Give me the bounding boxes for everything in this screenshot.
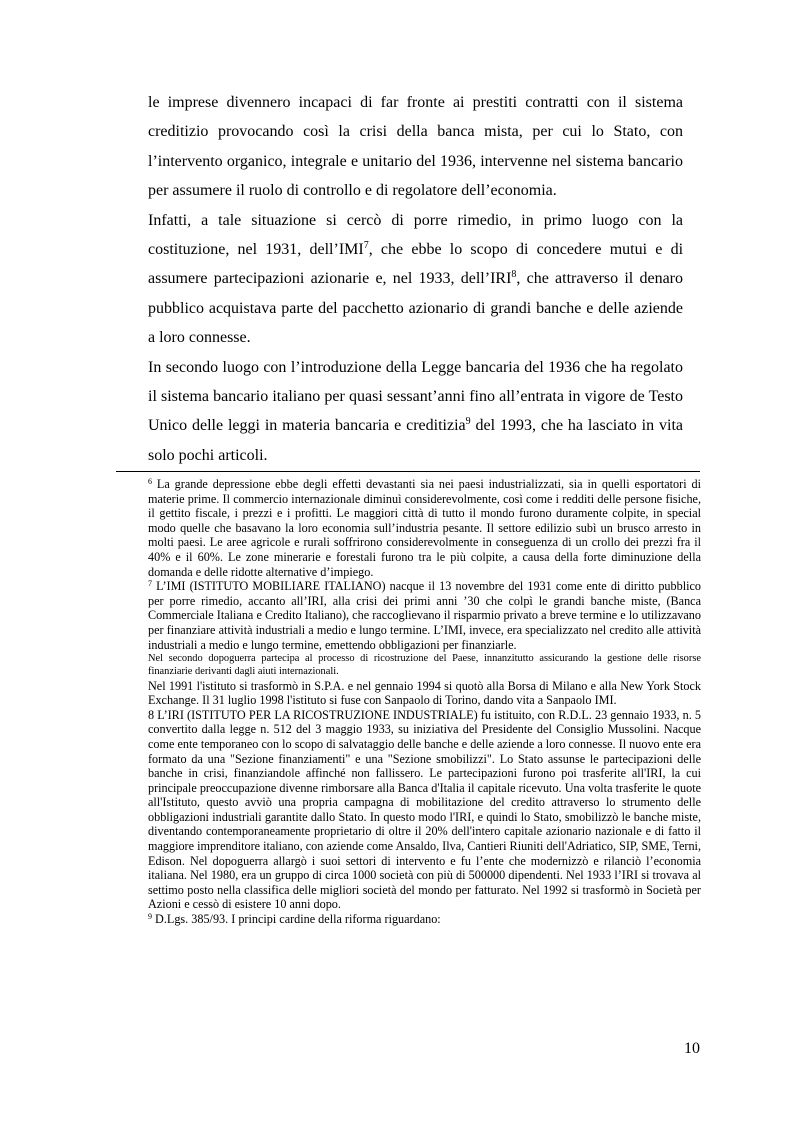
- paragraph-2: Infatti, a tale situazione si cercò di porre rimedio, in primo luogo con la costituzione, nel 1931, dell’IMI$^7$, che ebbe lo scopo di concedere mutui e di assumere partecipazioni azionarie e, nel 1933, dell’IRI$^8$, che attraverso il denaro pubblico acquistava parte del pacchetto azionario di grandi banche e delle aziende a loro connesse.: [148, 211, 684, 347]
- footnote-ref-9[interactable]: 9: [465, 416, 471, 428]
- footnote-6: $^6$ La grande depressione ebbe degli effetti devastanti sia nei paesi industrializzati, sia in quelli esportatori di materie prime. Il commercio internazionale diminuì considerevolmente, così come i redditi delle persone fisiche, il gettito fiscale, i prezzi e i profitti. Le maggiori città di tutto il mondo furono duramente colpite, in special modo quelle che basavano la loro economia sull’industria pesante. Il settore edilizio subì un brusco arresto in molti paesi. Le aree agricole e rurali soffrirono considerevolmente in conseguenza di un crollo dei prezzi fra il 40% e il 60%. Le zone minerarie e forestali furono tra le più colpite, a causa della forte diminuzione della domanda e delle ridotte alternative d’impiego.: [148, 477, 701, 579]
- footnote-mark-6: 6: [148, 477, 152, 486]
- footnote-7: $^7$ L’IMI (ISTITUTO MOBILIARE ITALIANO) nacque il 13 novembre del 1931 come ente di diritto pubblico per porre rimedio, accanto all’IRI, alla crisi dei primi anni ’30 che colpì le grandi banche miste, (Banca Commerciale Italiana e Credito Italiano), che raccoglievano il risparmio privato a breve termine e lo utilizzavano per finanziare attività industriali a medio e lungo termine. L’IMI, invece, era specializzato nel credito alle attività industriali a medio e lungo termine, emettendo obbligazioni per finanziarle.: [148, 579, 701, 652]
- paragraph-1: le imprese divennero incapaci di far fronte ai prestiti contratti con il sistema creditizio provocando così la crisi della banca mista, per cui lo Stato, con l’intervento organico, integrale e unitario del 1936, intervenne nel sistema bancario per assumere il ruolo di controllo e di regolatore dell’economia.: [148, 94, 683, 200]
- paragraph-3: In secondo luogo con l’introduzione della Legge bancaria del 1936 che ha regolato il sistema bancario italiano per quasi sessant’anni fino all’entrata in vigore de Testo Unico delle leggi in materia bancaria e creditizia$^9$ del 1993, che ha lasciato in vita solo pochi articoli.: [148, 358, 684, 464]
- footnotes: [148, 477, 701, 927]
- page-number: 10: [684, 1040, 700, 1057]
- footnote-7-continued: Nel 1991 l'istituto si trasformò in S.P.A. e nel gennaio 1994 si quotò alla Borsa di Milano e alla New York Stock Exchange. Il 31 luglio 1998 l'istituto si fuse con Sanpaolo di Torino, dando vita a Sanpaolo IMI.: [148, 678, 701, 708]
- footnote-ref-8[interactable]: 8: [511, 269, 517, 281]
- body-text: [148, 88, 683, 470]
- footnote-9: $^9$ D.Lgs. 385/93. I principi cardine della riforma riguardano:: [148, 912, 441, 927]
- footnote-8: 8 L’IRI (ISTITUTO PER LA RICOSTRUZIONE INDUSTRIALE) fu istituito, con R.D.L. 23 gennaio 1933, n. 5 convertito dalla legge n. 512 del 3 maggio 1933, su iniziativa del Presidente del Consiglio Mussolini. Nacque come ente temporaneo con lo scopo di salvataggio delle banche e delle aziende a loro connesse. Il nuovo ente era formato da una "Sezione finanziamenti" e una "Sezione smobilizzi". Lo Stato assunse le partecipazioni delle banche in crisi, finanziandole affinché non fallissero. Le partecipazioni furono poi trasferite all'IRI, la cui principale preoccupazione divenne rimborsare alla Banca d'Italia il capitale ricevuto. Una volta trasferite le quote all'Istituto, questo avviò una propria campagna di mobilitazione del credito attraverso lo strumento delle obbligazioni industriali garantite dallo Stato. In questo modo l'IRI, e quindi lo Stato, smobilizzò le banche miste, diventando contemporaneamente proprietario di oltre il 20% dell'intero capitale azionario nazionale e di fatto il maggiore imprenditore italiano, con aziende come Ansaldo, Ilva, Cantieri Riuniti dell'Adriatico, SIP, SME, Terni, Edison. Nel dopoguerra allargò i suoi settori di intervento e fu l’ente che modernizzò e rilanciò l’economia italiana. Nel 1980, era un gruppo di circa 1000 società con più di 500000 dipendenti. Nel 1933 l’IRI si trovava al settimo posto nella classifica delle migliori società del mondo per fatturato. Nel 1992 si trasformò in Società per Azioni e cessò di esistere 10 anni dopo.: [148, 707, 701, 912]
- footnote-ref-7[interactable]: 7: [363, 240, 369, 252]
- footnote-mark-9: 9: [148, 912, 152, 922]
- footnote-mark-7: 7: [148, 579, 152, 589]
- footnote-7-small-text: Nel secondo dopoguerra partecipa al processo di ricostruzione del Paese, innanzitutto assicurando la gestione delle risorse finanziarie derivanti dagli aiuti internazionali.: [148, 653, 701, 678]
- footnote-separator: [116, 471, 700, 472]
